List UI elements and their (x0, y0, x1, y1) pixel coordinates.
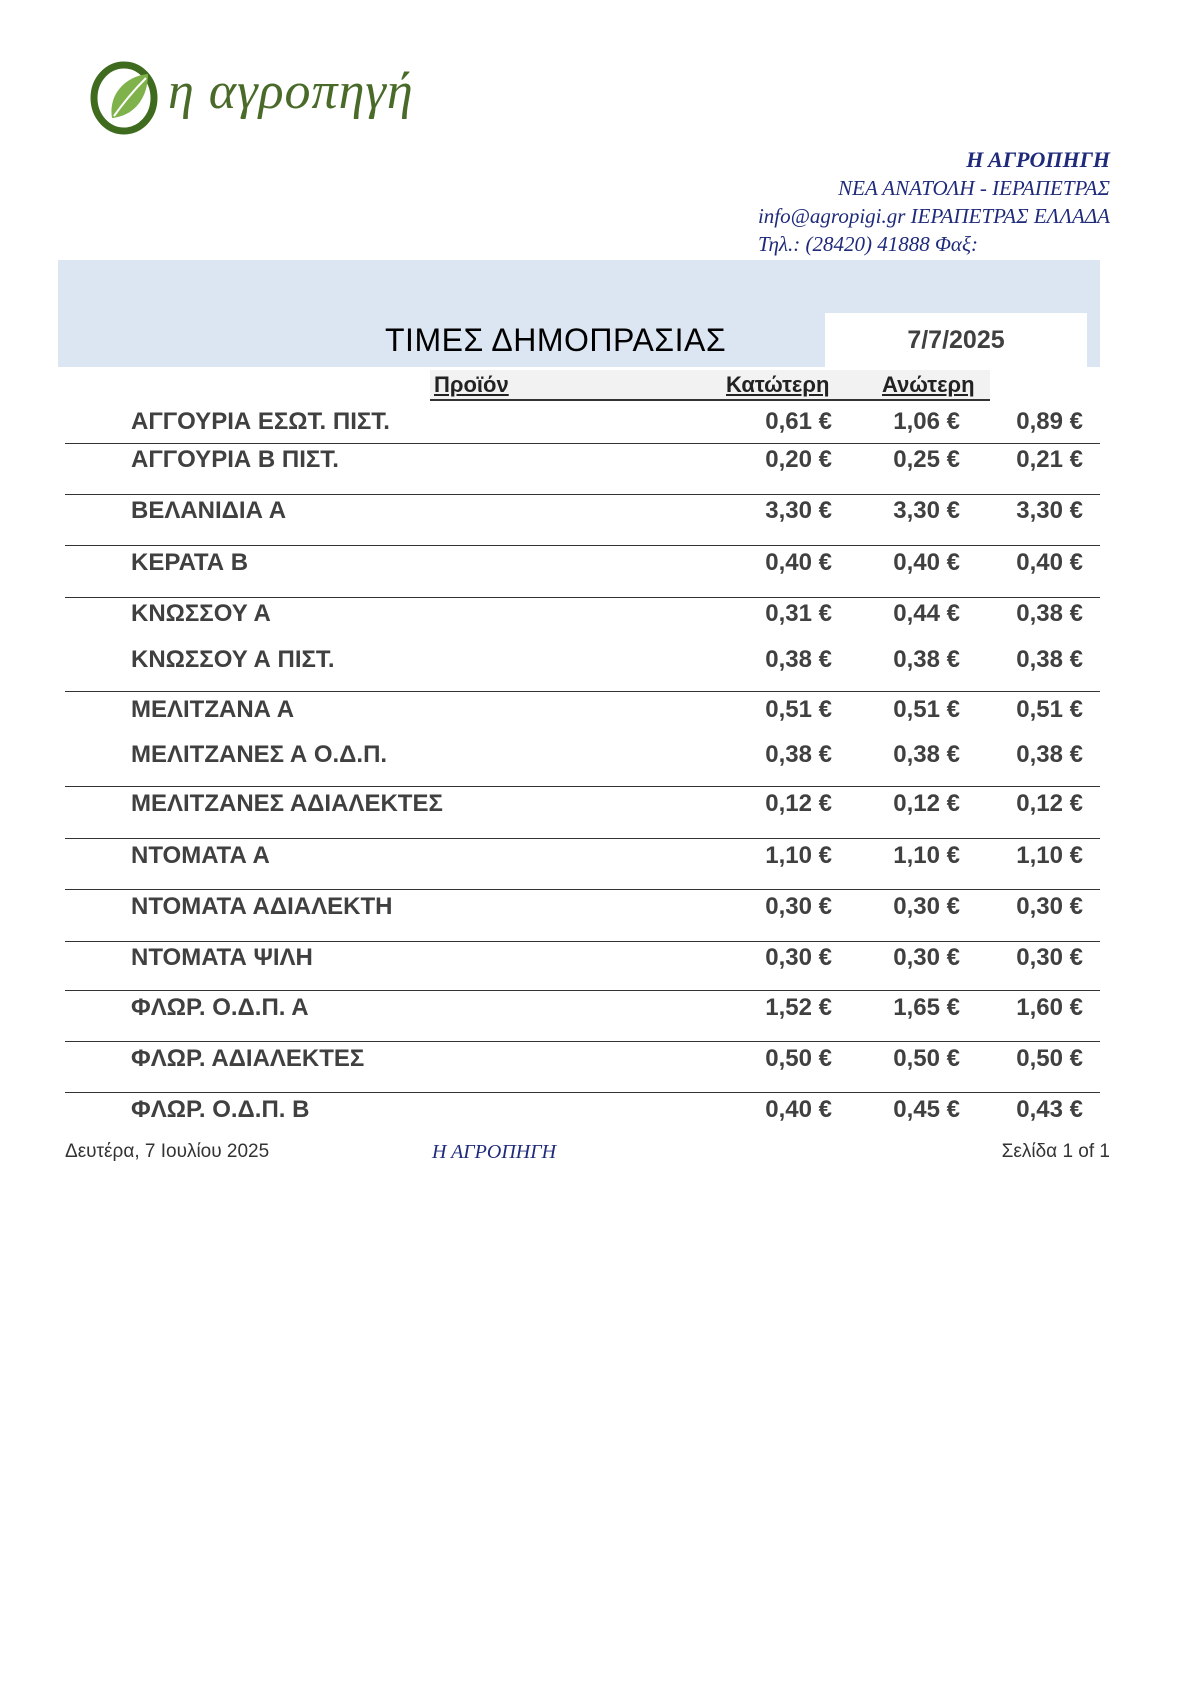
avg-price: 0,21 € (1016, 446, 1083, 473)
product-name: ΑΓΓΟΥΡΙΑ ΕΣΩΤ. ΠΙΣΤ. (131, 408, 390, 435)
high-price: 0,50 € (893, 1045, 960, 1072)
company-address: ΝΕΑ ΑΝΑΤΟΛΗ - ΙΕΡΑΠΕΤΡΑΣ (838, 176, 1110, 200)
avg-price: 0,30 € (1016, 944, 1083, 971)
row-separator (65, 597, 1100, 598)
product-name: ΑΓΓΟΥΡΙΑ Β ΠΙΣΤ. (131, 446, 339, 473)
product-name: ΚΕΡΑΤΑ Β (131, 549, 249, 576)
product-name: ΦΛΩΡ. ΑΔΙΑΛΕΚΤΕΣ (131, 1045, 365, 1072)
table-row (0, 1045, 1200, 1085)
page-title: ΤΙΜΕΣ ΔΗΜΟΠΡΑΣΙΑΣ (385, 322, 727, 358)
product-name: ΜΕΛΙΤΖΑΝΑ Α (131, 696, 295, 723)
low-price: 0,20 € (765, 446, 832, 473)
low-price: 0,30 € (765, 893, 832, 920)
table-row (0, 893, 1200, 933)
high-price: 0,44 € (893, 600, 960, 627)
footer-page-number: Σελίδα 1 of 1 (1001, 1141, 1110, 1162)
product-name: ΚΝΩΣΣΟΥ Α ΠΙΣΤ. (131, 646, 335, 673)
logo-text: η αγροπηγή (168, 63, 414, 120)
row-separator (65, 1041, 1100, 1042)
table-row (0, 408, 1200, 448)
table-row (0, 741, 1200, 781)
table-row (0, 446, 1200, 486)
avg-price: 0,38 € (1016, 646, 1083, 673)
footer-date: Δευτέρα, 7 Ιουλίου 2025 (65, 1141, 270, 1162)
low-price: 0,30 € (765, 944, 832, 971)
low-price: 0,50 € (765, 1045, 832, 1072)
avg-price: 0,38 € (1016, 741, 1083, 768)
low-price: 1,52 € (765, 994, 832, 1021)
avg-price: 3,30 € (1016, 497, 1083, 524)
header-underline (430, 399, 990, 401)
table-row (0, 497, 1200, 537)
table-row (0, 944, 1200, 984)
table-row (0, 696, 1200, 736)
avg-price: 0,30 € (1016, 893, 1083, 920)
table-row (0, 994, 1200, 1034)
avg-price: 1,60 € (1016, 994, 1083, 1021)
row-separator (65, 889, 1100, 890)
low-price: 0,61 € (765, 408, 832, 435)
row-separator (65, 786, 1100, 787)
avg-price: 0,51 € (1016, 696, 1083, 723)
column-header-high: Ανώτερη (882, 372, 975, 397)
high-price: 0,51 € (893, 696, 960, 723)
leaf-icon (86, 58, 166, 138)
company-name: Η ΑΓΡΟΠΗΓΗ (966, 147, 1110, 172)
high-price: 0,40 € (893, 549, 960, 576)
low-price: 0,40 € (765, 1096, 832, 1123)
column-header-low: Κατώτερη (726, 372, 830, 397)
row-separator (65, 1092, 1100, 1093)
report-date: 7/7/2025 (825, 313, 1087, 367)
high-price: 0,12 € (893, 790, 960, 817)
product-name: ΝΤΟΜΑΤΑ Α (131, 842, 270, 869)
product-name: ΜΕΛΙΤΖΑΝΕΣ ΑΔΙΑΛΕΚΤΕΣ (131, 790, 443, 817)
high-price: 0,38 € (893, 741, 960, 768)
row-separator (65, 838, 1100, 839)
avg-price: 1,10 € (1016, 842, 1083, 869)
low-price: 3,30 € (765, 497, 832, 524)
high-price: 1,65 € (893, 994, 960, 1021)
avg-price: 0,43 € (1016, 1096, 1083, 1123)
high-price: 3,30 € (893, 497, 960, 524)
company-phone-line: Τηλ.: (28420) 41888 Φαξ: (757, 232, 978, 256)
product-name: ΦΛΩΡ. Ο.Δ.Π. Α (131, 994, 309, 1021)
high-price: 1,06 € (893, 408, 960, 435)
product-name: ΦΛΩΡ. Ο.Δ.Π. Β (131, 1096, 310, 1123)
low-price: 0,51 € (765, 696, 832, 723)
company-email-line: info@agropigi.gr ΙΕΡΑΠΕΤΡΑΣ ΕΛΛΑΔΑ (757, 204, 1110, 228)
high-price: 0,45 € (893, 1096, 960, 1123)
product-name: ΒΕΛΑΝΙΔΙΑ Α (131, 497, 287, 524)
product-name: ΜΕΛΙΤΖΑΝΕΣ Α Ο.Δ.Π. (131, 741, 388, 768)
row-separator (65, 443, 1100, 444)
footer-company: Η ΑΓΡΟΠΗΓΗ (432, 1141, 557, 1163)
low-price: 0,38 € (765, 741, 832, 768)
product-name: ΚΝΩΣΣΟΥ Α (131, 600, 271, 627)
high-price: 1,10 € (893, 842, 960, 869)
table-row (0, 842, 1200, 882)
company-info (758, 146, 1110, 258)
low-price: 1,10 € (765, 842, 832, 869)
high-price: 0,30 € (893, 944, 960, 971)
row-separator (65, 691, 1100, 692)
company-logo (86, 52, 414, 147)
table-row (0, 646, 1200, 686)
high-price: 0,30 € (893, 893, 960, 920)
avg-price: 0,89 € (1016, 408, 1083, 435)
low-price: 0,40 € (765, 549, 832, 576)
row-separator (65, 494, 1100, 495)
low-price: 0,38 € (765, 646, 832, 673)
product-name: ΝΤΟΜΑΤΑ ΨΙΛΗ (131, 944, 313, 971)
low-price: 0,31 € (765, 600, 832, 627)
row-separator (65, 941, 1100, 942)
avg-price: 0,38 € (1016, 600, 1083, 627)
product-name: ΝΤΟΜΑΤΑ ΑΔΙΑΛΕΚΤΗ (131, 893, 393, 920)
low-price: 0,12 € (765, 790, 832, 817)
row-separator (65, 545, 1100, 546)
avg-price: 0,40 € (1016, 549, 1083, 576)
high-price: 0,25 € (893, 446, 960, 473)
column-header-product: Προϊόν (434, 372, 509, 397)
avg-price: 0,12 € (1016, 790, 1083, 817)
table-row (0, 600, 1200, 640)
high-price: 0,38 € (893, 646, 960, 673)
avg-price: 0,50 € (1016, 1045, 1083, 1072)
table-row (0, 549, 1200, 589)
table-row (0, 790, 1200, 830)
row-separator (65, 990, 1100, 991)
table-row (0, 1096, 1200, 1136)
